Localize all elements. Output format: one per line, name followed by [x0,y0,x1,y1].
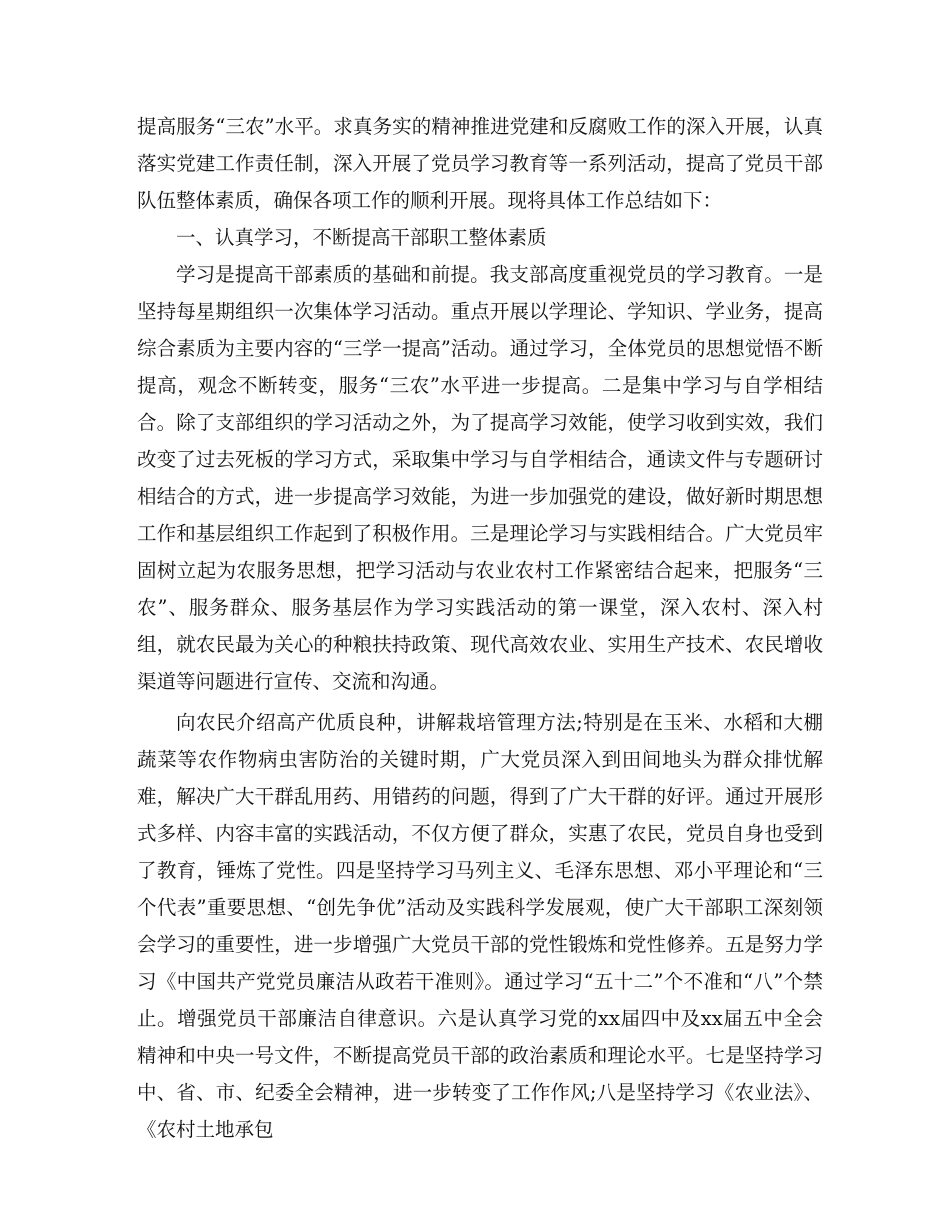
section-heading-1: 一、认真学习，不断提高干部职工整体素质 [176,226,547,249]
document-body [137,108,823,1148]
paragraph-practice: 向农民介绍高产优质良种，讲解栽培管理方法;特别是在玉米、水稻和大棚蔬菜等农作物病虫害防治的关键时期，广大党员深入到田间地头为群众排忧解难，解决广大干群乱用药、用错药的问题，得到了广大干群的好评。通过开展形式多样、内容丰富的实践活动，不仅方便了群众，实惠了农民，党员自身也受到了教育，锤炼了党性。四是坚持学习马列主义、毛泽东思想、邓小平理论和“三个代表”重要思想、“创先争优”活动及实践科学发展观，使广大干部职工深刻领会学习的重要性，进一步增强广大党员干部的党性锻炼和党性修养。五是努力学习《中国共产党党员廉洁从政若干准则》。通过学习“五十二”个不准和“八”个禁止。增强党员干部廉洁自律意识。六是认真学习党的xx届四中及xx届五中全会精神和中央一号文件，不断提高党员干部的政治素质和理论水平。七是坚持学习中、省、市、纪委全会精神，进一步转变了工作作风;八是坚持学习《农业法》、《农村土地承包 [137,711,823,1141]
paragraph-study: 学习是提高干部素质的基础和前提。我支部高度重视党员的学习教育。一是坚持每星期组织一次集体学习活动。重点开展以学理论、学知识、学业务，提高综合素质为主要内容的“三学一提高”活动。通过学习，全体党员的思想觉悟不断提高，观念不断转变，服务“三农”水平进一步提高。二是集中学习与自学相结合。除了支部组织的学习活动之外，为了提高学习效能，使学习收到实效，我们改变了过去死板的学习方式，采取集中学习与自学相结合，通读文件与专题研讨相结合的方式，进一步提高学习效能，为进一步加强党的建设，做好新时期思想工作和基层组织工作起到了积极作用。三是理论学习与实践相结合。广大党员牢固树立起为农服务思想，把学习活动与农业农村工作紧密结合起来，把服务“三农”、服务群众、服务基层作为学习实践活动的第一课堂，深入农村、深入村组，就农民最为关心的种粮扶持政策、现代高效农业、实用生产技术、农民增收渠道等问题进行宣传、交流和沟通。 [137,263,823,693]
paragraph-intro: 提高服务“三农”水平。求真务实的精神推进党建和反腐败工作的深入开展，认真落实党建工作责任制，深入开展了党员学习教育等一系列活动，提高了党员干部队伍整体素质，确保各项工作的顺利开展。现将具体工作总结如下： [137,115,823,212]
